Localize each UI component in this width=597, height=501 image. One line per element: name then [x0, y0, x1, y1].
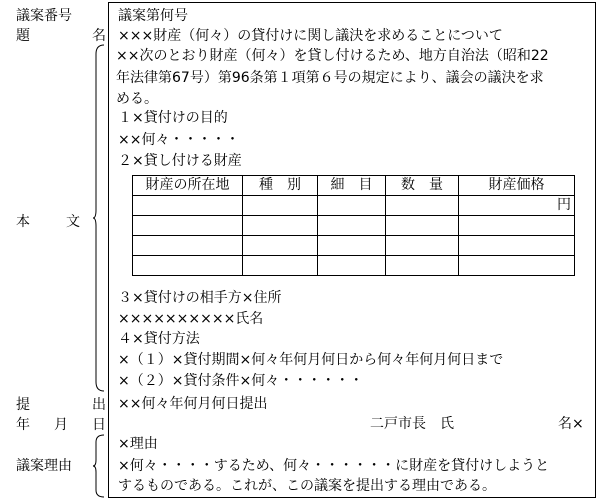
table-cell: [459, 216, 575, 236]
header-detail: 細 目: [318, 176, 386, 196]
submit-date-value: ××何々年何月何日提出: [118, 396, 268, 412]
section-4-item-2: ×（２）×貸付条件×何々・・・・・・: [118, 373, 364, 389]
section-4-heading: ４×貸付方法: [118, 331, 200, 347]
table-row: [133, 196, 575, 216]
table-cell: [243, 216, 318, 236]
section-3-value: ××××××××××氏名: [118, 311, 264, 327]
body-label-char-1: 本: [16, 214, 30, 230]
bill-number-label: 議案番号: [16, 8, 72, 24]
date-label: [16, 415, 106, 435]
body-label-char-2: 文: [66, 214, 80, 230]
reason-text-line-2: するものである。これが、この議案を提出する理由である。: [118, 478, 496, 494]
title-label-char-1: 題: [16, 28, 30, 44]
header-location: 財産の所在地: [133, 176, 243, 196]
submit-label-char-1: 提: [16, 397, 30, 413]
bill-title-value: ×××財産（何々）の貸付けに関し議決を求めることについて: [118, 28, 503, 44]
table-cell: [243, 196, 318, 216]
signer-title: 二戸市長 氏: [370, 416, 454, 432]
date-label-char-1: 年: [16, 417, 30, 433]
body-bracket-icon: [92, 44, 106, 392]
table-row: [133, 216, 575, 236]
section-1-heading: １×貸付けの目的: [118, 110, 228, 126]
table-cell: [133, 236, 243, 256]
section-1-value: ××何々・・・・・: [118, 132, 240, 148]
table-cell: [459, 256, 575, 276]
table-cell: [386, 256, 459, 276]
body-label: [16, 212, 80, 232]
body-text-line-2: 年法律第67号）第96条第１項第６号の規定により、議会の議決を求: [116, 70, 544, 86]
title-label-char-2: 名: [92, 28, 106, 44]
table-cell: [243, 256, 318, 276]
bill-number-value: 議案第何号: [118, 8, 188, 24]
reason-bracket-icon: [92, 434, 106, 498]
table-cell: [243, 236, 318, 256]
reason-label: 議案理由: [16, 458, 72, 474]
section-2-heading: ２×貸し付ける財産: [118, 153, 242, 169]
table-cell: [133, 216, 243, 236]
property-table-header-row: [133, 176, 575, 196]
table-cell: [133, 196, 243, 216]
reason-text-line-1: ×何々・・・・するため、何々・・・・・・に財産を貸付けしようと: [118, 458, 550, 474]
table-cell: [318, 236, 386, 256]
table-cell: [318, 256, 386, 276]
submit-label: [16, 395, 106, 415]
header-type: 種 別: [243, 176, 318, 196]
header-value: 財産価格: [459, 176, 575, 196]
table-cell: [318, 216, 386, 236]
date-label-char-3: 日: [92, 417, 106, 433]
section-4-item-1: ×（１）×貸付期間×何々年何月何日から何々年何月何日まで: [118, 352, 504, 368]
body-text-line-3: める。: [116, 91, 158, 107]
table-row: [133, 236, 575, 256]
date-label-char-2: 月: [54, 417, 68, 433]
body-text-line-1: ××次のとおり財産（何々）を貸し付けるため、地方自治法（昭和22: [116, 48, 549, 64]
table-cell: [386, 236, 459, 256]
submit-label-char-2: 出: [92, 397, 106, 413]
table-cell-yen: 円: [459, 196, 575, 216]
title-label: [16, 26, 106, 46]
table-row: [133, 256, 575, 276]
table-cell: [459, 236, 575, 256]
reason-heading: ×理由: [118, 436, 158, 452]
table-cell: [386, 216, 459, 236]
section-3-heading: ３×貸付けの相手方×住所: [118, 290, 282, 306]
property-table: [132, 175, 575, 276]
table-cell: [318, 196, 386, 216]
table-cell: [133, 256, 243, 276]
table-cell: [386, 196, 459, 216]
signer-name-suffix: 名×: [558, 416, 584, 432]
header-quantity: 数 量: [386, 176, 459, 196]
